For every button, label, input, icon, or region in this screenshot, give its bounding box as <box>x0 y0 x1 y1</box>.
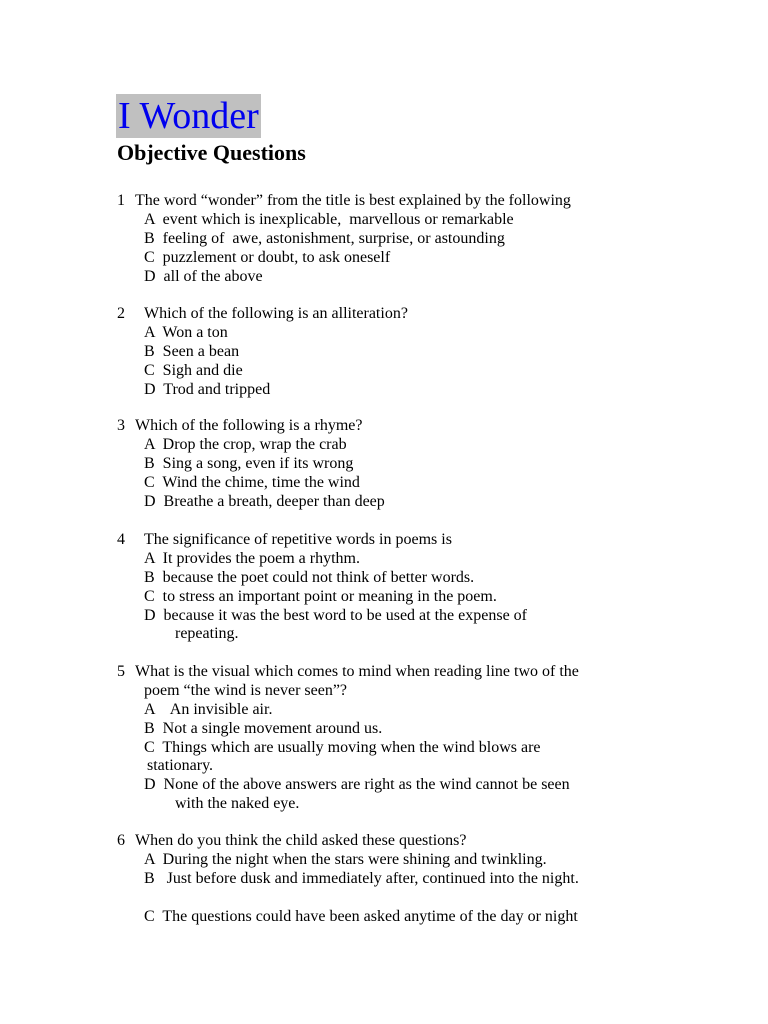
question-number: 4 <box>117 531 125 548</box>
answer-option-b: B Not a single movement around us. <box>144 719 383 737</box>
answer-option-b: B Just before dusk and immediately after, continued into the night. <box>144 869 579 887</box>
question-stem-continuation: poem “the wind is never seen”? <box>144 681 348 699</box>
answer-option-d: D because it was the best word to be used at the expense of <box>144 606 527 624</box>
answer-option-c: C Wind the chime, time the wind <box>144 473 360 491</box>
answer-option-d: D None of the above answers are right as the wind cannot be seen <box>144 776 570 794</box>
question-2 <box>0 305 768 399</box>
answer-option-a: A During the night when the stars were shining and twinkling. <box>144 850 547 868</box>
answer-option-a: A event which is inexplicable, marvellous or remarkable <box>144 210 514 228</box>
answer-option-c: C to stress an important point or meaning in the poem. <box>144 587 497 605</box>
question-stem: The significance of repetitive words in poems is <box>144 531 452 548</box>
question-number: 5 <box>117 663 125 680</box>
answer-option-c: C The questions could have been asked anytime of the day or night <box>144 907 578 925</box>
answer-option-d-continuation: with the naked eye. <box>175 795 300 813</box>
question-number: 3 <box>117 417 125 434</box>
question-1 <box>0 192 768 286</box>
answer-option-a: A Won a ton <box>144 323 228 341</box>
question-stem: Which of the following is a rhyme? <box>135 417 363 434</box>
answer-option-c-continuation: stationary. <box>147 757 214 775</box>
question-number: 2 <box>117 305 125 322</box>
question-5 <box>0 663 768 814</box>
section-heading: Objective Questions <box>117 140 306 165</box>
answer-option-d: D Breathe a breath, deeper than deep <box>144 492 385 510</box>
document-title: I Wonder <box>118 95 259 137</box>
answer-option-c: C Things which are usually moving when the wind blows are <box>144 738 541 756</box>
question-3 <box>0 417 768 511</box>
question-number: 1 <box>117 192 125 209</box>
question-stem: Which of the following is an alliteration? <box>144 305 408 322</box>
answer-option-b: B Sing a song, even if its wrong <box>144 454 354 472</box>
question-number: 6 <box>117 832 125 849</box>
question-4 <box>0 531 768 644</box>
question-stem: The word “wonder” from the title is best explained by the following <box>135 192 571 209</box>
answer-option-a: A It provides the poem a rhythm. <box>144 549 360 567</box>
answer-option-a: A Drop the crop, wrap the crab <box>144 435 347 453</box>
answer-option-b: B because the poet could not think of better words. <box>144 568 475 586</box>
answer-option-b: B feeling of awe, astonishment, surprise, or astounding <box>144 229 505 247</box>
answer-option-b: B Seen a bean <box>144 342 240 360</box>
answer-option-d: D Trod and tripped <box>144 380 271 398</box>
answer-option-c: C Sigh and die <box>144 361 243 379</box>
question-stem: When do you think the child asked these questions? <box>135 832 467 849</box>
answer-option-d-continuation: repeating. <box>175 625 239 643</box>
question-stem: What is the visual which comes to mind when reading line two of the <box>135 663 579 680</box>
answer-option-d: D all of the above <box>144 267 263 285</box>
answer-option-a: A An invisible air. <box>144 700 273 718</box>
question-6 <box>0 832 768 926</box>
answer-option-c: C puzzlement or doubt, to ask oneself <box>144 248 391 266</box>
